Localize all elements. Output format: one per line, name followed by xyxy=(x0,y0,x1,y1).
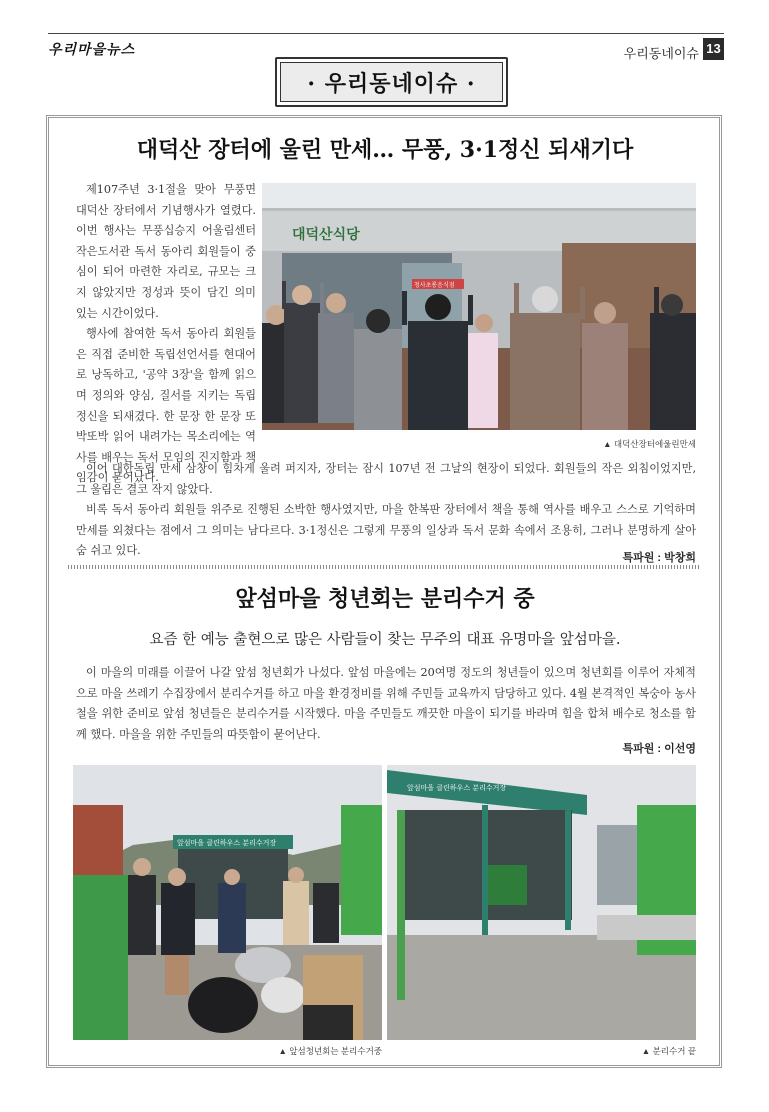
masthead-logo: 우리마을뉴스 xyxy=(48,42,136,58)
header-rule xyxy=(48,33,724,34)
section-banner-title: · 우리동네이슈 · xyxy=(280,62,503,102)
article2-caption-right: ▲ 분리수거 끝 xyxy=(641,1046,696,1056)
recycling-work-image xyxy=(73,765,382,1040)
article1-caption: ▲ 대덕산장터에울린만세 xyxy=(603,439,696,449)
article1-full-text xyxy=(76,459,696,562)
section-title: 우리동네이슈 xyxy=(623,46,699,61)
article1-column-text xyxy=(76,180,256,489)
shop-sign-text: 청사초롱음식점 xyxy=(414,282,455,289)
section-banner xyxy=(275,57,508,107)
restaurant-sign-text: 대덕산식당 xyxy=(292,227,360,243)
shelter-sign-text: 앞섬마을 클린하우스 분리수거장 xyxy=(177,839,277,847)
article1-paragraph: 제107주년 3·1절을 맞아 무풍면 대덕산 장터에서 기념행사가 열렸다. 이번 행사는 무풍십승지 어울림센터 작은도서관 독서 동아리 회원들이 중심이 되어 마련한 자리로, 규모는 크지 않았지만 정성과 뜻이 담긴 의미 있는 시간이었다. xyxy=(76,183,256,320)
article2-photo-right xyxy=(387,765,696,1040)
article-divider xyxy=(68,565,700,569)
article1-headline: 대덕산 장터에 울린 만세… 무풍, 3·1정신 되새기다 xyxy=(136,137,634,163)
article1-photo xyxy=(262,183,696,430)
article1-paragraph: 이어 대한독립 만세 삼창이 힘차게 울려 퍼지자, 장터는 잠시 107년 전 그날의 현장이 되었다. 회원들의 작은 외침이었지만, 그 울림은 결코 작지 않았다. xyxy=(76,462,696,496)
shelter-sign-text: 앞섬마을 클린하우스 분리수거장 xyxy=(407,784,507,792)
clean-shelter-image xyxy=(387,765,696,1040)
article1-paragraph: 비록 독서 동아리 회원들 위주로 진행된 소박한 행사였지만, 마을 한복판 장터에서 책을 통해 역사를 배우고 스스로 기억하며 만세를 외쳤다는 점에서 그 의미는 남다르다. 3·1정신은 그렇게 무풍의 일상과 독서 문화 속에서 조용히, 그러나 분명하게 살아 숨 쉬고 있다. xyxy=(76,503,696,558)
article2-text xyxy=(76,663,696,745)
article2-byline: 특파원 : 이선영 xyxy=(622,743,696,755)
article2-headline: 앞섬마을 청년회는 분리수거 중 xyxy=(235,586,535,612)
article2-photo-left xyxy=(73,765,382,1040)
article1-paragraph: 행사에 참여한 독서 동아리 회원들은 직접 준비한 독립선언서를 현대어로 낭독하고, '공약 3장'을 함께 읽으며 정의와 양심, 질서를 지키는 독립정신을 되새겼다. 한 문장 한 문장 또박또박 읽어 내려가는 목소리에는 역사를 배우는 독서 모임의 진지함과 책임감이 묻어났다. xyxy=(76,327,256,485)
manse-crowd-image xyxy=(262,183,696,430)
article2-paragraph: 이 마을의 미래를 이끌어 나갈 앞섬 청년회가 나섰다. 앞섬 마을에는 20여명 정도의 청년들이 있으며 청년회를 이루어 자체적으로 마을 쓰레기 수집장에서 분리수거를 하고 마을 환경정비를 위해 주민들 교육까지 담당하고 있다. 4월 본격적인 복숭아 농사철을 위한 준비로 앞섬 청년들은 분리수거를 시작했다. 마을 주민들도 깨끗한 마을이 되기를 바라며 힘을 합쳐 배수로 청소를 함께 했다. 마을을 위한 주민들의 따뜻함이 묻어난다. xyxy=(76,666,696,741)
page-number: 13 xyxy=(703,38,724,60)
article2-caption-left: ▲ 앞섬청년회는 분리수거중 xyxy=(278,1046,382,1056)
article2-deck: 요즘 한 예능 출현으로 많은 사람들이 찾는 무주의 대표 유명마을 앞섬마을. xyxy=(149,632,621,648)
article1-byline: 특파원 : 박창희 xyxy=(622,552,696,564)
